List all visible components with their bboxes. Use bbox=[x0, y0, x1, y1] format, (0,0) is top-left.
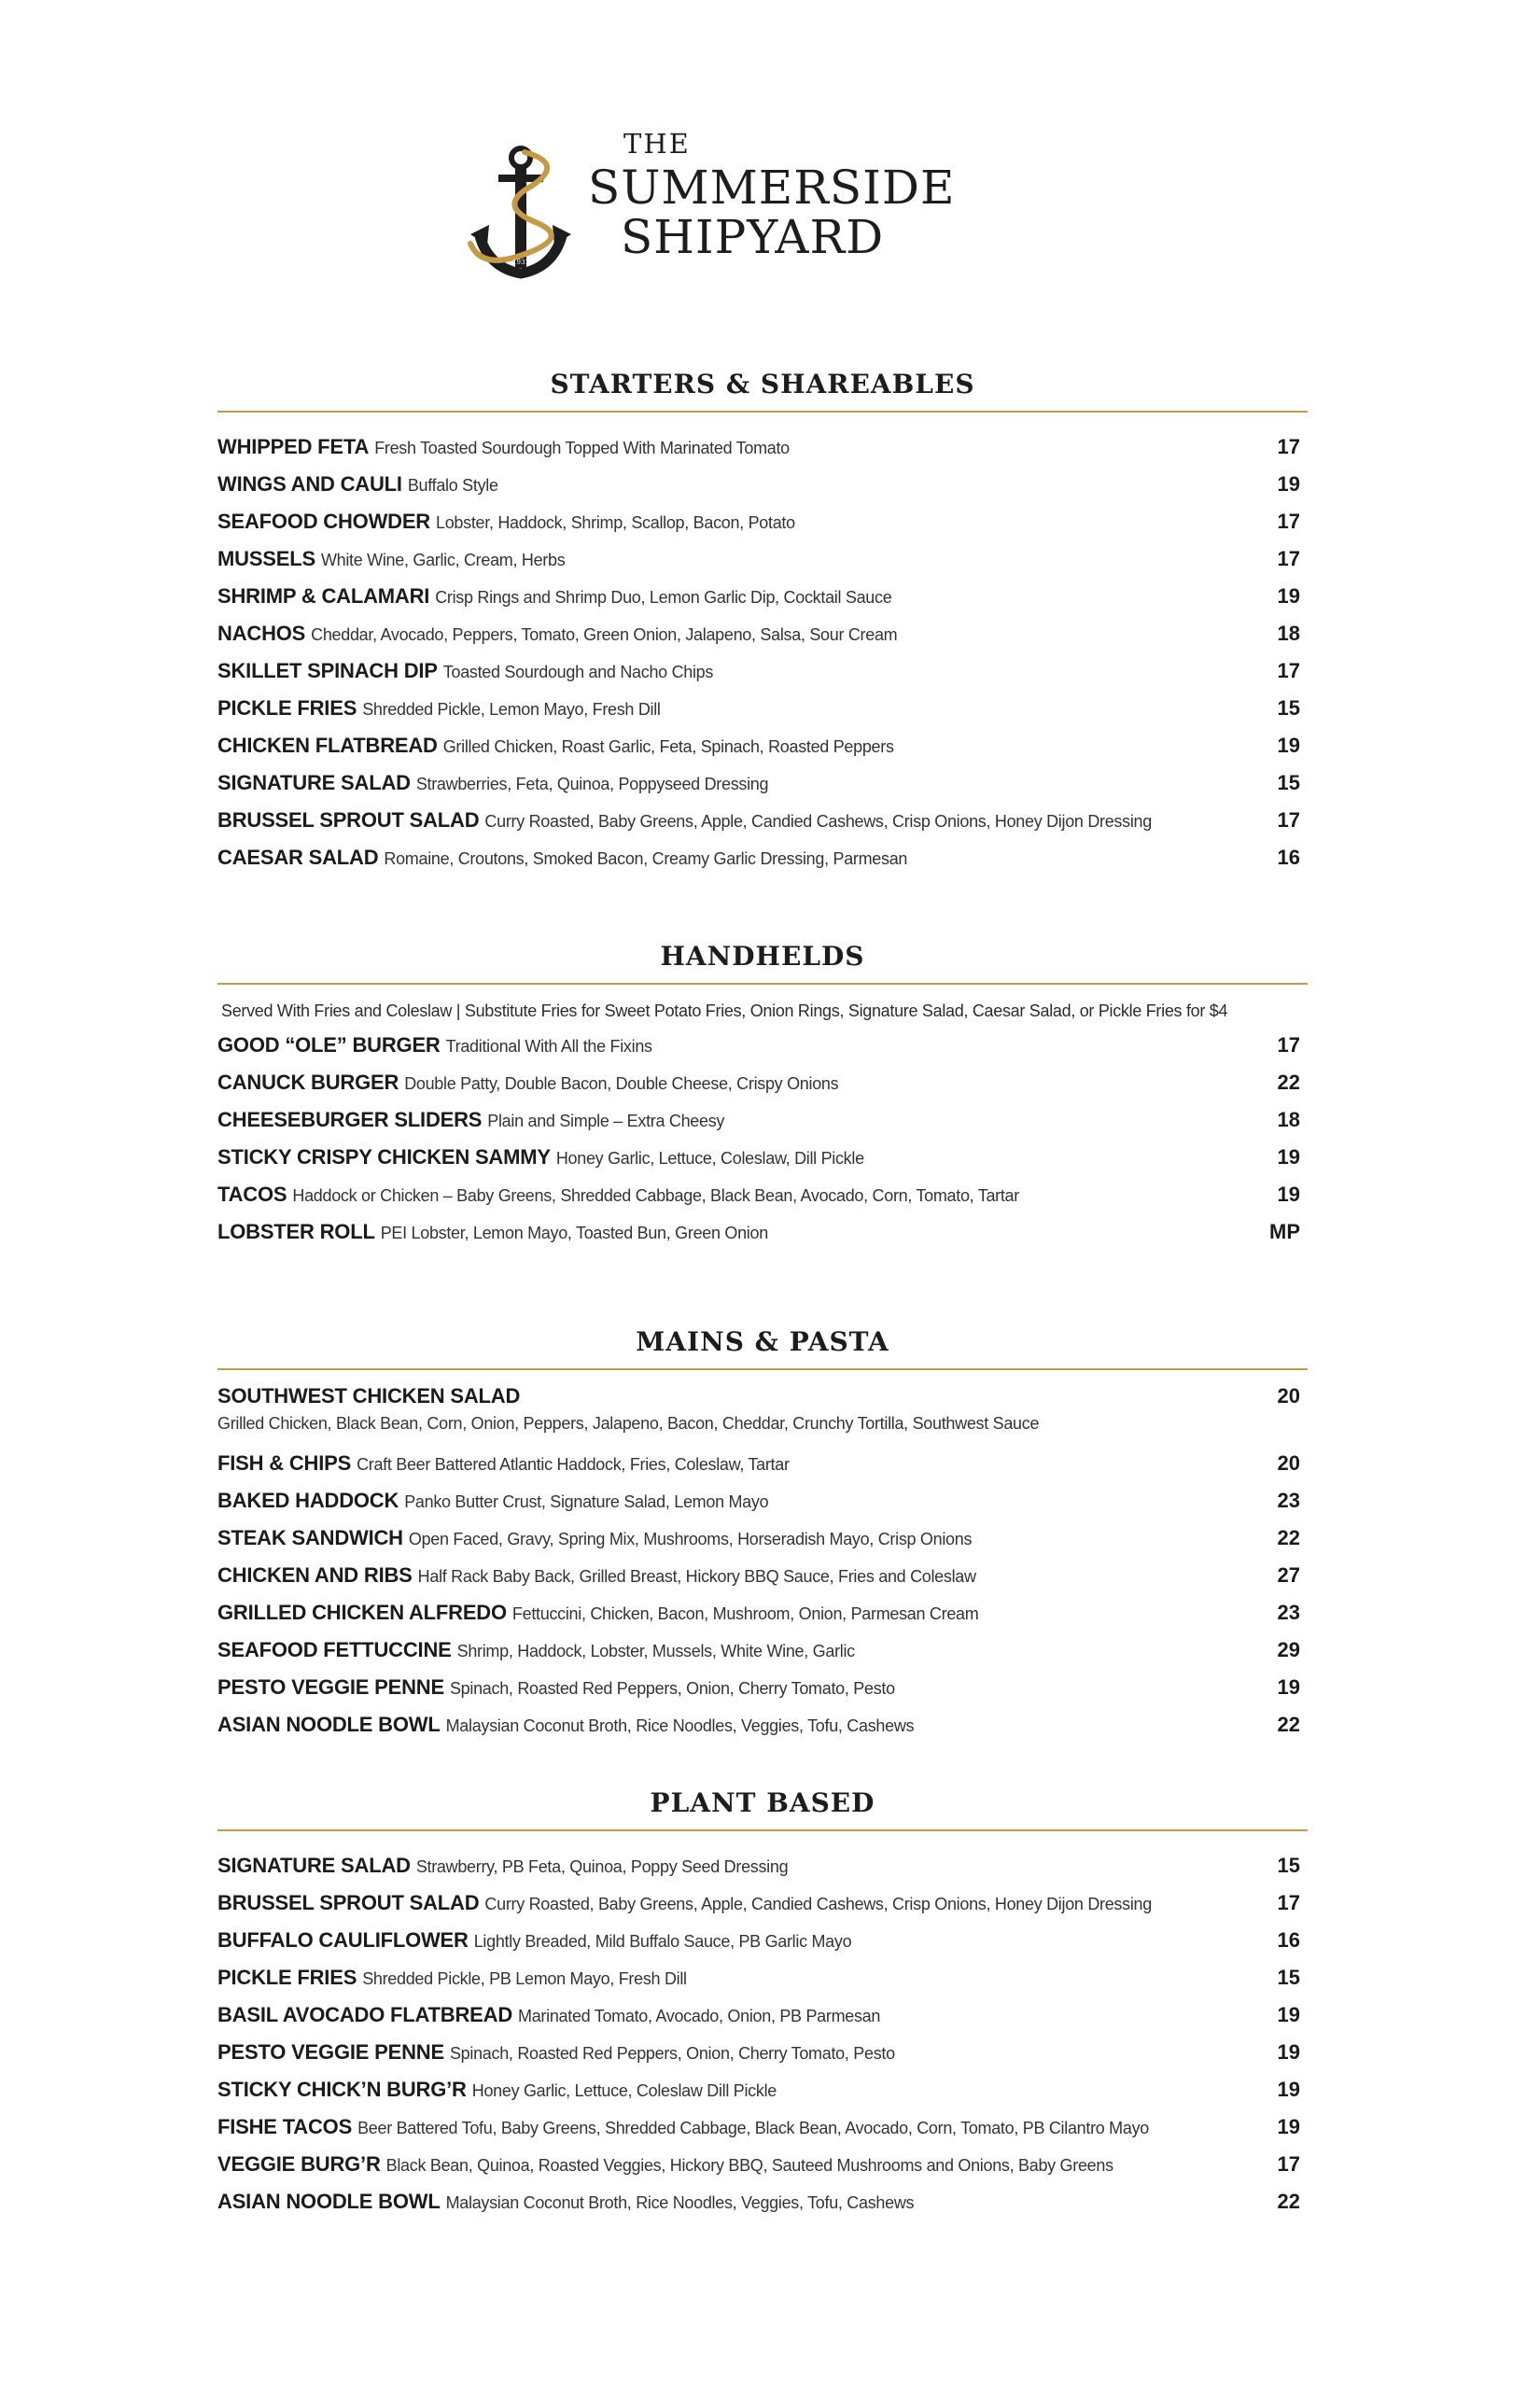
item-description: Fresh Toasted Sourdough Topped With Marinated Tomato bbox=[374, 439, 790, 457]
item-description: Marinated Tomato, Avocado, Onion, PB Parmesan bbox=[518, 2007, 881, 2025]
item-description: Crisp Rings and Shrimp Duo, Lemon Garlic Dip, Cocktail Sauce bbox=[435, 588, 892, 607]
item-description: Panko Butter Crust, Signature Salad, Lemon Mayo bbox=[404, 1492, 769, 1511]
menu-item bbox=[217, 1706, 1308, 1744]
item-price: 20 bbox=[1277, 1384, 1300, 1408]
item-description: Buffalo Style bbox=[407, 476, 498, 495]
menu-item bbox=[217, 578, 1308, 615]
item-description: Traditional With All the Fixins bbox=[445, 1037, 652, 1056]
section-title: PLANT BASED bbox=[650, 1787, 875, 1818]
menu-item bbox=[217, 1884, 1308, 1922]
item-description: Strawberry, PB Feta, Quinoa, Poppy Seed Dressing bbox=[415, 1857, 789, 1876]
menu-list bbox=[217, 1027, 1308, 1251]
logo-emblem-text: 1931 bbox=[512, 259, 529, 266]
menu-item bbox=[217, 839, 1308, 876]
menu-item bbox=[217, 2146, 1308, 2183]
section-note: Served With Fries and Coleslaw | Substitute Fries for Sweet Potato Fries, Onion Rings, Signature Salad, Caesar Salad, or Pickle Fries for $4 bbox=[221, 1001, 1228, 1020]
menu-item bbox=[217, 1959, 1308, 1996]
menu-item bbox=[217, 615, 1308, 652]
item-name: BAKED HADDOCK bbox=[217, 1489, 399, 1512]
item-description: Strawberries, Feta, Quinoa, Poppyseed Dressing bbox=[415, 775, 769, 793]
menu-item bbox=[217, 503, 1308, 540]
section-divider bbox=[217, 1368, 1308, 1370]
menu-item bbox=[217, 1922, 1308, 1959]
item-description: Half Rack Baby Back, Grilled Breast, Hickory BBQ Sauce, Fries and Coleslaw bbox=[417, 1567, 976, 1586]
section-mains-pasta bbox=[217, 1326, 1308, 1744]
item-name: SHRIMP & CALAMARI bbox=[217, 584, 430, 608]
item-price: 20 bbox=[1277, 1451, 1300, 1475]
item-name: STICKY CRISPY CHICKEN SAMMY bbox=[217, 1145, 551, 1169]
item-description: Honey Garlic, Lettuce, Coleslaw Dill Pickle bbox=[471, 2081, 777, 2100]
item-price: 17 bbox=[1277, 547, 1300, 570]
item-price: 18 bbox=[1277, 622, 1300, 645]
item-price: 17 bbox=[1277, 2152, 1300, 2176]
item-price: 15 bbox=[1277, 1854, 1300, 1877]
section-title: MAINS & PASTA bbox=[636, 1326, 889, 1357]
item-description: Curry Roasted, Baby Greens, Apple, Candied Cashews, Crisp Onions, Honey Dijon Dressing bbox=[484, 812, 1152, 831]
menu-item bbox=[217, 1383, 1308, 1445]
section-divider bbox=[217, 411, 1308, 413]
menu-item bbox=[217, 652, 1308, 690]
section-handhelds bbox=[217, 941, 1308, 1251]
item-name: BASIL AVOCADO FLATBREAD bbox=[217, 2003, 513, 2026]
item-description: Open Faced, Gravy, Spring Mix, Mushrooms, Horseradish Mayo, Crisp Onions bbox=[408, 1530, 973, 1548]
item-name: SIGNATURE SALAD bbox=[217, 771, 411, 794]
section-divider bbox=[217, 983, 1308, 985]
section-plant-based bbox=[217, 1787, 1308, 2220]
item-name: STICKY CHICK’N BURG’R bbox=[217, 2078, 467, 2101]
menu-item bbox=[217, 1594, 1308, 1632]
menu-item bbox=[217, 2071, 1308, 2108]
item-name: CANUCK BURGER bbox=[217, 1071, 399, 1094]
item-price: 16 bbox=[1277, 1928, 1300, 1952]
menu-item bbox=[217, 2034, 1308, 2071]
menu-item bbox=[217, 802, 1308, 839]
menu-item bbox=[217, 1996, 1308, 2034]
item-name: WINGS AND CAULI bbox=[217, 472, 402, 496]
item-name: FISH & CHIPS bbox=[217, 1451, 352, 1475]
item-description: Lobster, Haddock, Shrimp, Scallop, Bacon, Potato bbox=[436, 513, 795, 532]
item-price: 17 bbox=[1277, 808, 1300, 832]
item-price: 27 bbox=[1277, 1563, 1300, 1587]
menu-list bbox=[217, 1847, 1308, 2220]
menu-item bbox=[217, 1027, 1308, 1064]
menu-item bbox=[217, 540, 1308, 578]
section-starters bbox=[217, 369, 1308, 876]
item-price: 22 bbox=[1277, 1713, 1300, 1736]
menu-item bbox=[217, 1669, 1308, 1706]
item-price: 17 bbox=[1277, 510, 1300, 533]
menu-item bbox=[217, 1139, 1308, 1176]
item-description: Craft Beer Battered Atlantic Haddock, Fries, Coleslaw, Tartar bbox=[357, 1455, 790, 1474]
item-description: Shredded Pickle, PB Lemon Mayo, Fresh Dill bbox=[362, 1969, 687, 1988]
item-description: Fettuccini, Chicken, Bacon, Mushroom, Onion, Parmesan Cream bbox=[511, 1604, 979, 1623]
item-name: CHICKEN AND RIBS bbox=[217, 1563, 413, 1587]
item-price: 19 bbox=[1277, 472, 1300, 496]
menu-item bbox=[217, 690, 1308, 727]
menu-item bbox=[217, 1520, 1308, 1557]
item-name: BRUSSEL SPROUT SALAD bbox=[217, 808, 480, 832]
brand-the: THE bbox=[623, 128, 691, 160]
section-divider bbox=[217, 1829, 1308, 1831]
item-description: Romaine, Croutons, Smoked Bacon, Creamy Garlic Dressing, Parmesan bbox=[384, 849, 908, 868]
item-description: Double Patty, Double Bacon, Double Cheese, Crispy Onions bbox=[404, 1074, 839, 1093]
item-price: 19 bbox=[1277, 2003, 1300, 2026]
item-description: PEI Lobster, Lemon Mayo, Toasted Bun, Green Onion bbox=[380, 1224, 768, 1242]
item-name: CAESAR SALAD bbox=[217, 846, 379, 869]
item-price: 19 bbox=[1277, 2078, 1300, 2101]
item-description: Grilled Chicken, Black Bean, Corn, Onion, Peppers, Jalapeno, Bacon, Cheddar, Crunchy Tortilla, Southwest Sauce bbox=[217, 1414, 1040, 1433]
item-price: 22 bbox=[1277, 1526, 1300, 1549]
item-description: Shredded Pickle, Lemon Mayo, Fresh Dill bbox=[362, 700, 661, 719]
item-name: SIGNATURE SALAD bbox=[217, 1854, 411, 1877]
item-price: 22 bbox=[1277, 2190, 1300, 2213]
menu-item bbox=[217, 466, 1308, 503]
item-name: BRUSSEL SPROUT SALAD bbox=[217, 1891, 480, 1914]
menu-item bbox=[217, 1176, 1308, 1213]
item-price: 29 bbox=[1277, 1638, 1300, 1661]
brand-name-line2: SHIPYARD bbox=[621, 210, 885, 264]
item-description: Haddock or Chicken – Baby Greens, Shredded Cabbage, Black Bean, Avocado, Corn, Tomato, Tartar bbox=[292, 1186, 1019, 1205]
item-price: 19 bbox=[1277, 1145, 1300, 1169]
item-price: 17 bbox=[1277, 659, 1300, 682]
item-name: PESTO VEGGIE PENNE bbox=[217, 2040, 444, 2064]
item-description: Spinach, Roasted Red Peppers, Onion, Cherry Tomato, Pesto bbox=[449, 2044, 895, 2063]
item-price: 18 bbox=[1277, 1108, 1300, 1131]
menu-list bbox=[217, 1383, 1308, 1744]
section-title: HANDHELDS bbox=[660, 941, 865, 972]
item-description: Plain and Simple – Extra Cheesy bbox=[487, 1112, 725, 1130]
item-price: 15 bbox=[1277, 696, 1300, 720]
item-name: ASIAN NOODLE BOWL bbox=[217, 2190, 441, 2213]
menu-item bbox=[217, 1213, 1308, 1251]
menu-item bbox=[217, 764, 1308, 802]
item-name: ASIAN NOODLE BOWL bbox=[217, 1713, 441, 1736]
menu-item bbox=[217, 1482, 1308, 1520]
item-description: Spinach, Roasted Red Peppers, Onion, Cherry Tomato, Pesto bbox=[449, 1679, 895, 1698]
item-description: White Wine, Garlic, Cream, Herbs bbox=[320, 551, 566, 569]
menu-item bbox=[217, 1101, 1308, 1139]
item-description: Beer Battered Tofu, Baby Greens, Shredded Cabbage, Black Bean, Avocado, Corn, Tomato, PB Cilantro Mayo bbox=[357, 2119, 1149, 2137]
item-price: 23 bbox=[1277, 1601, 1300, 1624]
menu-list bbox=[217, 428, 1308, 876]
item-name: VEGGIE BURG’R bbox=[217, 2152, 381, 2176]
item-name: SEAFOOD CHOWDER bbox=[217, 510, 431, 533]
item-name: PICKLE FRIES bbox=[217, 696, 357, 720]
item-name: PICKLE FRIES bbox=[217, 1966, 357, 1989]
item-name: SEAFOOD FETTUCCINE bbox=[217, 1638, 452, 1661]
item-price: 22 bbox=[1277, 1071, 1300, 1094]
item-price: 17 bbox=[1277, 435, 1300, 458]
menu-item bbox=[217, 1847, 1308, 1884]
item-name: SOUTHWEST CHICKEN SALAD bbox=[217, 1384, 521, 1408]
item-name: GRILLED CHICKEN ALFREDO bbox=[217, 1601, 507, 1624]
item-name: PESTO VEGGIE PENNE bbox=[217, 1675, 444, 1699]
menu-item bbox=[217, 1445, 1308, 1482]
item-price: 16 bbox=[1277, 846, 1300, 869]
item-description: Cheddar, Avocado, Peppers, Tomato, Green Onion, Jalapeno, Salsa, Sour Cream bbox=[311, 625, 898, 644]
brand-name-line1: SUMMERSIDE bbox=[588, 161, 956, 215]
item-name: NACHOS bbox=[217, 622, 306, 645]
item-price: 17 bbox=[1277, 1033, 1300, 1057]
item-description: Malaysian Coconut Broth, Rice Noodles, Veggies, Tofu, Cashews bbox=[445, 1716, 915, 1735]
item-name: LOBSTER ROLL bbox=[217, 1220, 375, 1243]
item-price: 23 bbox=[1277, 1489, 1300, 1512]
item-description: Honey Garlic, Lettuce, Coleslaw, Dill Pickle bbox=[555, 1149, 864, 1168]
menu-item bbox=[217, 727, 1308, 764]
item-description: Curry Roasted, Baby Greens, Apple, Candied Cashews, Crisp Onions, Honey Dijon Dressing bbox=[484, 1895, 1152, 1913]
menu-item bbox=[217, 1557, 1308, 1594]
item-name: BUFFALO CAULIFLOWER bbox=[217, 1928, 469, 1952]
item-name: STEAK SANDWICH bbox=[217, 1526, 403, 1549]
item-name: MUSSELS bbox=[217, 547, 315, 570]
menu-item bbox=[217, 2108, 1308, 2146]
item-description: Shrimp, Haddock, Lobster, Mussels, White Wine, Garlic bbox=[456, 1642, 855, 1660]
item-description: Toasted Sourdough and Nacho Chips bbox=[442, 663, 714, 681]
menu-item bbox=[217, 1064, 1308, 1101]
item-name: TACOS bbox=[217, 1183, 287, 1206]
item-price: 17 bbox=[1277, 1891, 1300, 1914]
item-name: CHEESEBURGER SLIDERS bbox=[217, 1108, 483, 1131]
menu-item bbox=[217, 428, 1308, 466]
item-price: 19 bbox=[1277, 584, 1300, 608]
item-name: FISHE TACOS bbox=[217, 2115, 353, 2138]
section-title: STARTERS & SHAREABLES bbox=[550, 369, 975, 399]
item-description: Lightly Breaded, Mild Buffalo Sauce, PB Garlic Mayo bbox=[473, 1932, 852, 1951]
item-name: GOOD “OLE” BURGER bbox=[217, 1033, 441, 1057]
item-name: WHIPPED FETA bbox=[217, 435, 370, 458]
item-price: 15 bbox=[1277, 1966, 1300, 1989]
item-name: CHICKEN FLATBREAD bbox=[217, 734, 438, 757]
item-description: Grilled Chicken, Roast Garlic, Feta, Spinach, Roasted Peppers bbox=[442, 737, 894, 756]
brand-logo bbox=[467, 128, 1064, 289]
item-name: SKILLET SPINACH DIP bbox=[217, 659, 438, 682]
item-price: MP bbox=[1269, 1220, 1300, 1243]
menu-item bbox=[217, 2183, 1308, 2220]
brand-wordmark bbox=[588, 128, 956, 264]
item-description: Malaysian Coconut Broth, Rice Noodles, Veggies, Tofu, Cashews bbox=[445, 2193, 915, 2212]
item-price: 19 bbox=[1277, 734, 1300, 757]
item-price: 19 bbox=[1277, 2115, 1300, 2138]
item-description: Black Bean, Quinoa, Roasted Veggies, Hickory BBQ, Sauteed Mushrooms and Onions, Baby Greens bbox=[385, 2156, 1113, 2175]
item-price: 19 bbox=[1277, 2040, 1300, 2064]
menu-item bbox=[217, 1632, 1308, 1669]
item-price: 15 bbox=[1277, 771, 1300, 794]
item-price: 19 bbox=[1277, 1183, 1300, 1206]
item-price: 19 bbox=[1277, 1675, 1300, 1699]
